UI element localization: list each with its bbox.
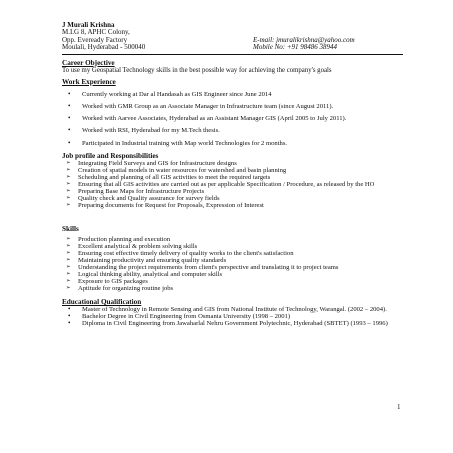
career-heading: Career Objective [62,58,115,67]
work-section [62,78,403,147]
list-item: • Worked with Aarvee Associates, Hyderabad as an Assistant Manager GIS (April 2005 to July 2011). [62,115,403,122]
contact-address [62,22,145,52]
list-item: ➢ Integrating Field Surveys and GIS for Infrastructure designs [62,160,403,167]
list-item: ➢ Maintaining productivity and ensuring quality standards [62,257,403,264]
job-heading: Job profile and Responsibilities [62,151,159,160]
education-section [62,298,403,328]
list-item: ➢ Production planning and execution [62,236,403,243]
list-item: ➢ Scheduling and planning of all GIS activities to meet the required targets [62,174,403,181]
contact-details [253,37,403,52]
email-text: E-mail: jmuralikrishna@yahoo.com [253,35,355,44]
skills-list [62,236,403,292]
list-item: ➢ Exposure to GIS packages [62,278,403,285]
list-item: • Currently working at Dar al Handasah as GIS Engineer since June 2014 [62,91,403,98]
list-item: ➢ Creation of spatial models in water resources for watershed and basin planning [62,167,403,174]
contact-header [62,22,403,52]
list-item: ➢ Excellent analytical & problem solving skills [62,243,403,250]
job-list [62,160,403,209]
skills-heading: Skills [62,224,79,233]
education-list [62,306,403,328]
address-line-1: M.I.G 8, APHC Colony, [62,28,130,37]
candidate-name: J Murali Krishna [62,21,115,29]
address-line-3: Moulali, Hyderabad - 500040 [62,43,146,52]
list-item: ➢ Ensuring cost effective timely delivery of quality works to the client's satisfaction [62,250,403,257]
list-item: ➢ Quality check and Quality assurance for survey fields [62,195,403,202]
list-item: • Diploma in Civil Engineering from Jawaharlal Nehru Government Polytechnic, Hyderabad (SBTET) (1993 – 1996) [62,320,403,327]
education-heading: Educational Qualification [62,297,142,306]
list-item: • Bachelor Degree in Civil Engineering from Osmania University (1998 – 2001) [62,313,403,320]
career-text: To use my Geospatial Technology skills in the best possible way for achieving the company's goals [62,66,332,74]
list-item: ➢ Logical thinking ability, analytical and computer skills [62,271,403,278]
list-item: ➢ Preparing documents for Request for Proposals, Expression of Interest [62,202,403,209]
list-item: • Master of Technology in Remote Sensing and GIS from National Institute of Technology, Warangal. (2002 – 2004). [62,306,403,313]
work-heading: Work Experience [62,77,116,86]
list-item: ➢ Ensuring that all GIS activities are carried out as per applicable Specification / Procedure, as released by the HO [62,181,403,188]
career-section [62,59,403,74]
list-item: ➢ Preparing Base Maps for Infrastructure Projects [62,188,403,195]
skills-section [62,225,403,292]
page-number: 1 [397,403,401,411]
list-item: ➢ Aptitude for organizing routine jobs [62,285,403,292]
address-line-2: Opp. Eveready Factory [62,35,128,44]
list-item: ➢ Understanding the project requirements from client's perspective and translating it to project teams [62,264,403,271]
header-divider [62,54,403,55]
work-list [62,91,403,147]
list-item: • Worked with GMR Group as an Associate Manager in Infrastructure team (since August 2011). [62,103,403,110]
job-section [62,152,403,209]
mobile-text: Mobile No: +91 98486 38944 [253,43,338,52]
list-item: • Worked with RSI, Hyderabad for my M.Tech thesis. [62,127,403,134]
list-item: • Participated in Industrial training with Map world Technologies for 2 months. [62,140,403,147]
